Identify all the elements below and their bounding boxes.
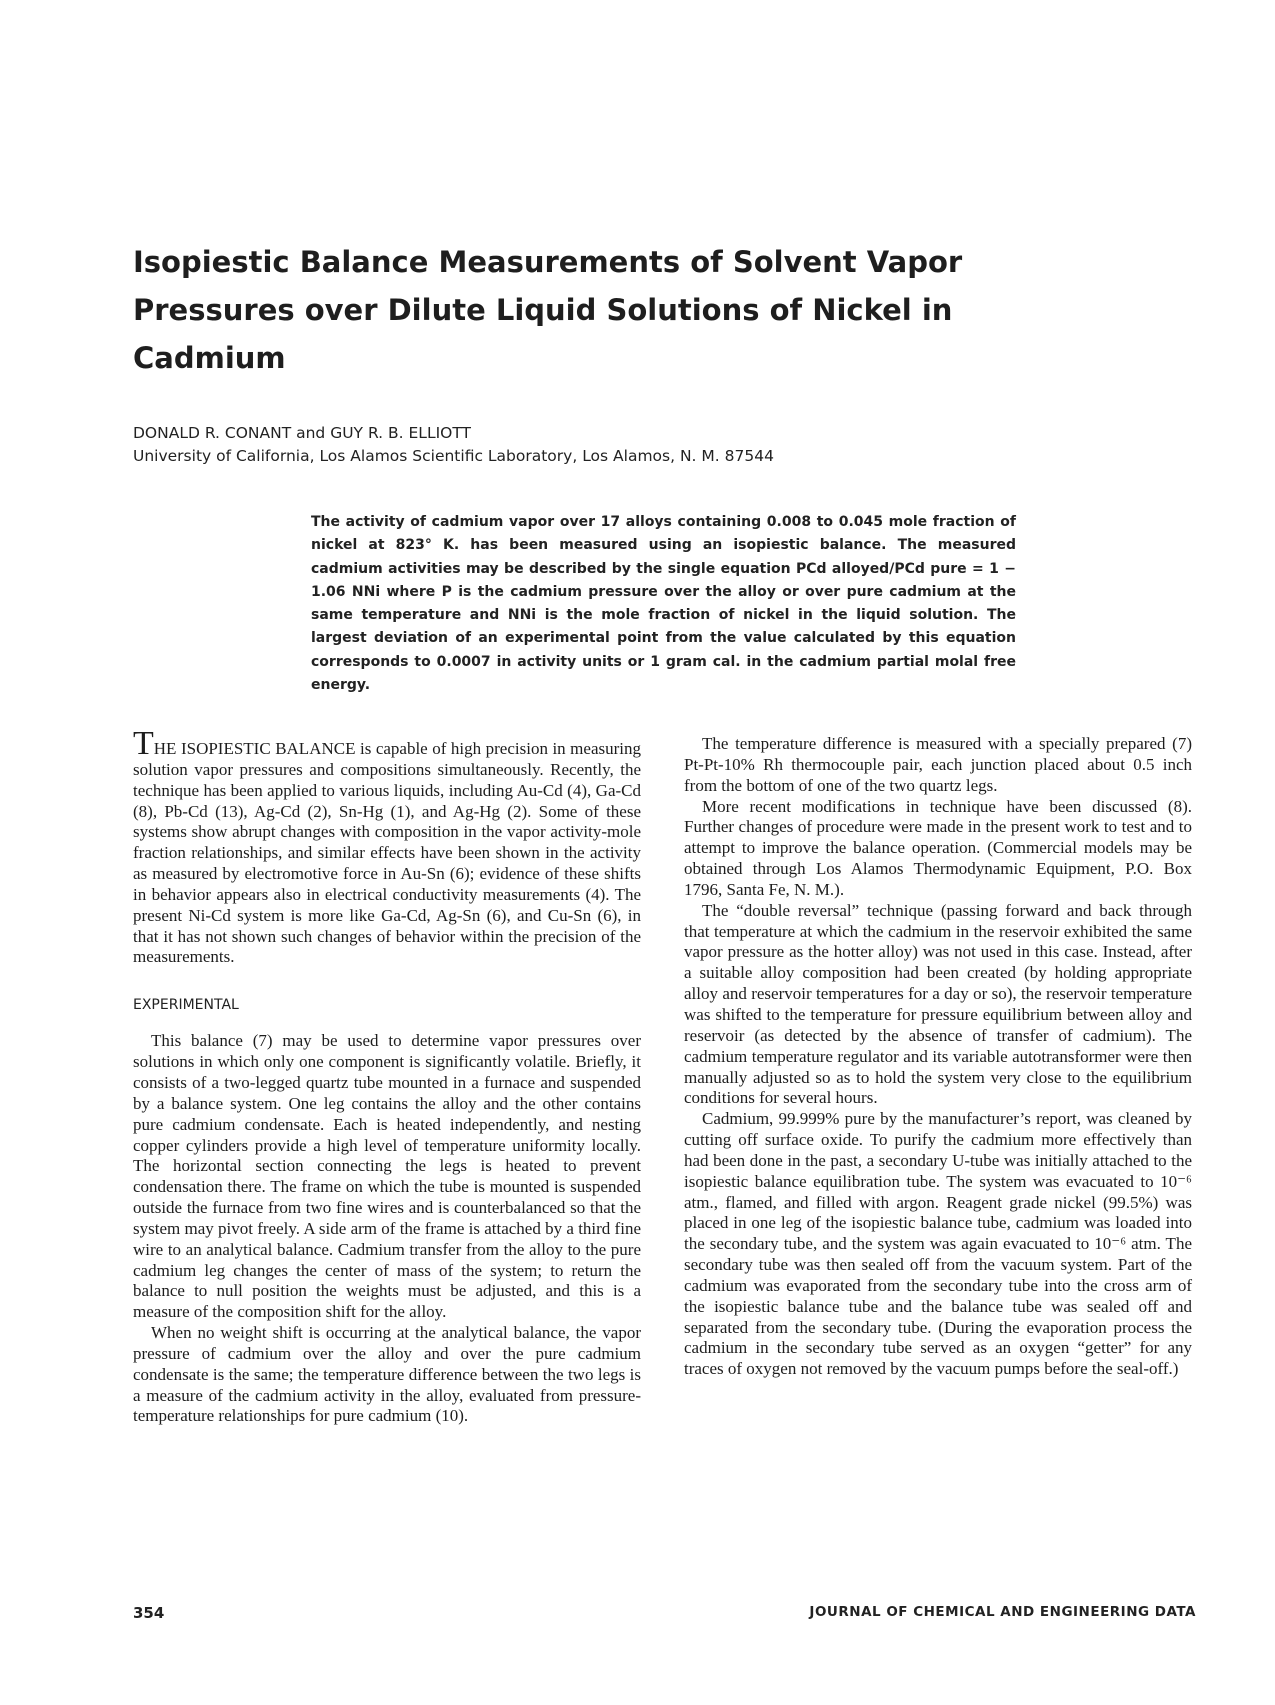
- right-paragraph-2: More recent modifications in technique have been discussed (8). Further changes of procedure were made in the present work to test and to attempt to improve the balance operation. (Commercial models may be obtained through Los Alamos Thermodynamic Equipment, P.O. Box 1796, Santa Fe, N. M.).: [684, 796, 1192, 899]
- experimental-paragraph-2: When no weight shift is occurring at the analytical balance, the vapor pressure of cadmium over the alloy and over the pure cadmium condensate is the same; the temperature difference between the two legs is a measure of the cadmium activity in the alloy, evaluated from pressure-temperature relationships for pure cadmium (10).: [133, 1323, 641, 1426]
- page-number: 354: [133, 1604, 165, 1622]
- abstract: The activity of cadmium vapor over 17 alloys containing 0.008 to 0.045 mole fraction of nickel at 823° K. has been measured using an isopiestic balance. The measured cadmium activities may be described by the single equation PCd alloyed/PCd pure = 1 − 1.06 NNi where P is the cadmium pressure over the alloy or over pure cadmium at the same temperature and NNi is the mole fraction of nickel in the liquid solution. The largest deviation of an experimental point from the value calculated by this equation corresponds to 0.0007 in activity units or 1 gram cal. in the cadmium partial molal free energy.: [311, 514, 1016, 694]
- article-title: Isopiestic Balance Measurements of Solvent Vapor Pressures over Dilute Liquid Solutions of Nickel in Cadmium: [133, 245, 963, 375]
- author-affiliation: University of California, Los Alamos Scientific Laboratory, Los Alamos, N. M. 87544: [133, 447, 774, 465]
- right-paragraph-1: The temperature difference is measured with a specially prepared (7) Pt-Pt-10% Rh thermocouple pair, each junction placed about 0.5 inch from the bottom of one of the two quartz legs.: [684, 734, 1192, 795]
- author-names: DONALD R. CONANT and GUY R. B. ELLIOTT: [133, 424, 472, 442]
- left-column: [133, 725, 641, 1427]
- section-heading-experimental: EXPERIMENTAL: [133, 997, 239, 1014]
- intro-text: HE ISOPIESTIC BALANCE is capable of high precision in measuring solution vapor pressures and compositions simultaneously. Recently, the technique has been applied to various liquids, including Au-Cd (4), Ga-Cd (8), Pb-Cd (13), Ag-Cd (2), Sn-Hg (1), and Ag-Hg (2). Some of these systems show abrupt changes with composition in the vapor activity-mole fraction relationships, and similar effects have been shown in the activity as measured by electromotive force in Au-Sn (6); evidence of these shifts in behavior appears also in electrical conductivity measurements (4). The present Ni-Cd system is more like Ga-Cd, Ag-Sn (6), and Cu-Sn (6), in that it has not shown such changes of behavior within the precision of the measurements.: [133, 739, 641, 967]
- right-column: [684, 734, 1192, 1380]
- journal-name: JOURNAL OF CHEMICAL AND ENGINEERING DATA: [809, 1604, 1196, 1620]
- right-paragraph-3: The “double reversal” technique (passing forward and back through that temperature at which the cadmium in the reservoir exhibited the same vapor pressure as the hotter alloy) was not used in this case. Instead, after a suitable alloy composition had been created (by holding appropriate alloy and reservoir temperatures for a day or so), the reservoir temperature was shifted to the temperature for pressure equilibrium between alloy and reservoir (as detected by the absence of transfer of cadmium). The cadmium temperature regulator and its variable autotransformer were then manually adjusted so as to hold the system very close to the equilibrium conditions for several hours.: [684, 900, 1192, 1108]
- drop-cap: T: [133, 725, 154, 762]
- intro-paragraph: [133, 725, 641, 968]
- byline: [133, 422, 1033, 468]
- experimental-paragraph-1: This balance (7) may be used to determine vapor pressures over solutions in which only one component is significantly volatile. Briefly, it consists of a two-legged quartz tube mounted in a furnace and suspended by a balance system. One leg contains the alloy and the other contains pure cadmium condensate. Each is heated independently, and nesting copper cylinders provide a high level of temperature uniformity locally. The horizontal section connecting the legs is heated to prevent condensation there. The frame on which the tube is mounted is suspended outside the furnace from two fine wires and is counterbalanced so that the system may pivot freely. A side arm of the frame is attached by a third fine wire to an analytical balance. Cadmium transfer from the alloy to the pure cadmium leg changes the center of mass of the system; to return the balance to null position the weights must be adjusted, and this is a measure of the composition shift for the alloy.: [133, 1031, 641, 1322]
- right-paragraph-4: Cadmium, 99.999% pure by the manufacturer’s report, was cleaned by cutting off surface oxide. To purify the cadmium more effectively than had been done in the past, a secondary U-tube was initially attached to the isopiestic balance equilibration tube. The system was evacuated to 10⁻⁶ atm., flamed, and filled with argon. Reagent grade nickel (99.5%) was placed in one leg of the isopiestic balance tube, cadmium was loaded into the secondary tube, and the system was again evacuated to 10⁻⁶ atm. The secondary tube was then sealed off from the vacuum system. Part of the cadmium was evaporated from the secondary tube into the cross arm of the isopiestic balance tube and the balance tube was sealed off and separated from the secondary tube. (During the evaporation process the cadmium in the secondary tube served as an oxygen “getter” for any traces of oxygen not removed by the vacuum pumps before the seal-off.): [684, 1109, 1192, 1379]
